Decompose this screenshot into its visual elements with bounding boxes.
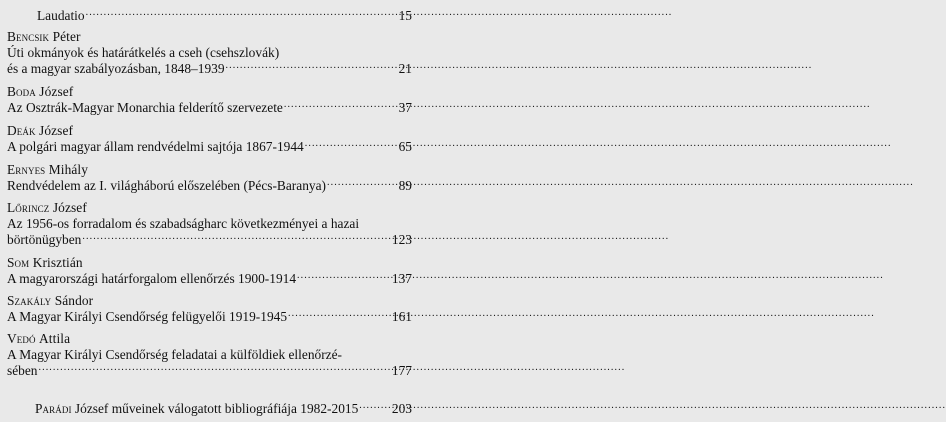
toc-title-line — [7, 100, 412, 116]
author-family-name: Boda — [7, 84, 36, 99]
toc-title-line — [7, 363, 412, 379]
toc-title-line — [7, 61, 412, 77]
toc-author — [7, 331, 412, 347]
author-family-name: Som — [7, 255, 30, 270]
author-family-name: Ernyes — [7, 162, 46, 177]
leader-dots — [359, 396, 391, 414]
toc-title: A Magyar Királyi Csendőrség felügyelői 1919-1945 — [7, 309, 288, 324]
toc-page-number: 21 — [398, 61, 412, 76]
author-family-name: Bencsik — [7, 29, 50, 44]
toc-entry-laudatio — [37, 8, 412, 24]
toc-title: és a magyar szabályozásban, 1848–1939 — [7, 61, 225, 76]
leader-dots — [327, 173, 398, 191]
author-given-name: József — [39, 84, 74, 99]
toc-title: börtönügyben — [7, 232, 82, 247]
toc-title: műveinek válogatott bibliográfiája 1982-2015 — [111, 401, 359, 416]
toc-title: Rendvédelem az I. világháború előszelében (Pécs-Baranya) — [7, 178, 327, 193]
toc-title: Laudatio — [37, 8, 85, 23]
table-of-contents — [0, 0, 416, 422]
toc-title: A magyarországi határforgalom ellenőrzés 1900-1914 — [7, 271, 297, 286]
author-given-name: Attila — [39, 331, 71, 346]
author-given-name: Péter — [52, 29, 81, 44]
toc-page-number: 177 — [391, 363, 412, 378]
author-family-name: Parádi — [35, 401, 72, 416]
leader-dots — [305, 134, 398, 152]
author-family-name: Vedó — [7, 331, 36, 346]
leader-dots — [288, 304, 391, 322]
leader-dots — [86, 3, 398, 21]
toc-author — [7, 200, 412, 216]
author-family-name: Lőrincz — [7, 200, 50, 215]
toc-page-number: 37 — [398, 100, 412, 115]
author-family-name: Szakály — [7, 293, 52, 308]
author-given-name: Sándor — [54, 293, 94, 308]
toc-page-number: 65 — [398, 139, 412, 154]
toc-page-number: 137 — [391, 271, 412, 286]
author-given-name: Krisztián — [32, 255, 83, 270]
toc-title-line — [7, 271, 412, 287]
author-given-name: József — [74, 401, 109, 416]
toc-page-number: 15 — [398, 8, 412, 23]
author-given-name: József — [52, 200, 87, 215]
author-given-name: Mihály — [48, 162, 89, 177]
toc-title: A polgári magyar állam rendvédelmi sajtója 1867-1944 — [7, 139, 304, 154]
toc-page-number: 161 — [391, 309, 412, 324]
author-family-name: Deák — [7, 123, 36, 138]
toc-title-line — [7, 232, 412, 248]
toc-author — [7, 29, 412, 45]
toc-page-number: 89 — [398, 178, 412, 193]
toc-title: Az 1956-os forradalom és szabadságharc következményei a hazai — [7, 216, 360, 231]
leader-dots — [39, 358, 391, 376]
toc-title: Az Osztrák-Magyar Monarchia felderítő szervezete — [7, 100, 283, 115]
leader-dots — [226, 56, 398, 74]
toc-entry-bibliography — [35, 401, 412, 417]
leader-dots — [284, 95, 398, 113]
author-given-name: József — [39, 123, 74, 138]
leader-dots — [297, 266, 391, 284]
toc-title: sében — [7, 363, 38, 378]
toc-title: A Magyar Királyi Csendőrség feladatai a külföldiek ellenőrzé- — [7, 347, 343, 362]
toc-page-number: 203 — [391, 401, 412, 416]
toc-title-line — [7, 178, 412, 194]
toc-page-number: 123 — [391, 232, 412, 247]
toc-title: Úti okmányok és határátkelés a cseh (csehszlovák) — [7, 45, 280, 60]
leader-dots — [82, 227, 391, 245]
toc-title-line — [7, 139, 412, 155]
toc-title-line — [7, 309, 412, 325]
